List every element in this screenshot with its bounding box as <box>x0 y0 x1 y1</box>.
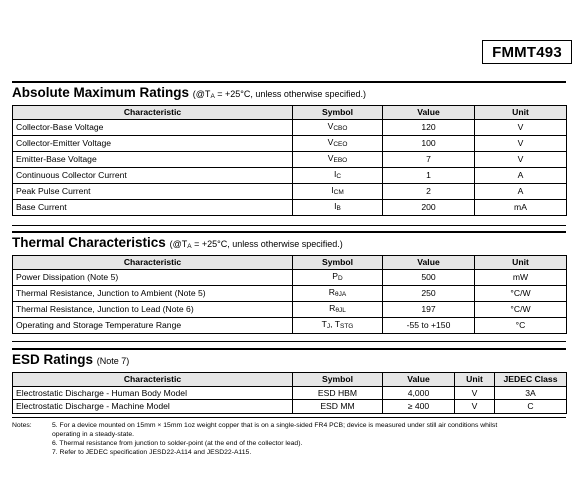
cell-symbol: $V_{EBO}$ <box>293 151 383 167</box>
cell-characteristic: Electrostatic Discharge - Human Body Model <box>13 386 293 400</box>
cell-value: 500 <box>383 269 475 285</box>
notes-list <box>52 421 562 457</box>
cell-value: 2 <box>383 183 475 199</box>
header-value: Value <box>383 106 475 120</box>
header-symbol: Symbol <box>293 106 383 120</box>
table-row <box>13 199 567 215</box>
table-row <box>13 135 567 151</box>
header-characteristic: Characteristic <box>13 373 293 387</box>
table-row <box>13 400 567 414</box>
cell-characteristic: Operating and Storage Temperature Range <box>13 317 293 333</box>
table-row <box>13 151 567 167</box>
cell-value: 120 <box>383 119 475 135</box>
header-unit: Unit <box>475 106 567 120</box>
section-heading <box>12 235 566 250</box>
section-note: ($@T_A = +25^\circ C$, unless otherwise specified.) <box>192 89 366 100</box>
section-note: (Note 7) <box>96 356 130 366</box>
cell-characteristic: Collector-Base Voltage <box>13 119 293 135</box>
cell-characteristic: Base Current <box>13 199 293 215</box>
section-title: Thermal Characteristics <box>12 235 166 250</box>
section-divider <box>12 225 566 226</box>
cell-unit: V <box>455 400 495 414</box>
table-row <box>13 167 567 183</box>
table-row <box>13 183 567 199</box>
table-row <box>13 317 567 333</box>
cell-value: 250 <box>383 285 475 301</box>
section-divider <box>12 417 566 418</box>
header-value: Value <box>383 256 475 270</box>
table-row <box>13 285 567 301</box>
section-note: ($@T_A = +25^\circ C$, unless otherwise specified.) <box>169 239 343 250</box>
esd-table <box>12 372 567 414</box>
section-title: ESD Ratings <box>12 352 94 367</box>
cell-value: 1 <box>383 167 475 183</box>
cell-value: 200 <box>383 199 475 215</box>
section-top-rule <box>12 231 566 233</box>
cell-characteristic: Thermal Resistance, Junction to Lead (Note 6) <box>13 301 293 317</box>
header-characteristic: Characteristic <box>13 106 293 120</box>
section-title: Absolute Maximum Ratings <box>12 85 190 100</box>
cell-symbol: $I_B$ <box>293 199 383 215</box>
esd-ratings-section <box>12 348 566 414</box>
table-row <box>13 269 567 285</box>
cell-symbol: ESD MM <box>293 400 383 414</box>
table-row <box>13 301 567 317</box>
note-5-continued: operating in a steady-state. <box>52 431 134 438</box>
note-5: 5. For a device mounted on 15mm × 15mm 1oz weight copper that is on a single-sided FR4 PCB; device is measured under still air conditions whilst <box>52 422 498 429</box>
cell-symbol: $P_D$ <box>293 269 383 285</box>
cell-symbol: ESD HBM <box>293 386 383 400</box>
cell-value: 4,000 <box>383 386 455 400</box>
note-6: 6. Thermal resistance from junction to solder-point (at the end of the collector lead). <box>52 440 303 447</box>
section-divider <box>12 341 566 342</box>
absolute-maximum-ratings-section <box>12 81 566 216</box>
thermal-characteristics-section <box>12 231 566 334</box>
header-symbol: Symbol <box>293 373 383 387</box>
cell-jedec-class: C <box>495 400 567 414</box>
section-top-rule <box>12 81 566 83</box>
cell-characteristic: Collector-Emitter Voltage <box>13 135 293 151</box>
cell-unit: mA <box>475 199 567 215</box>
header-jedec-class: JEDEC Class <box>495 373 567 387</box>
header-value: Value <box>383 373 455 387</box>
absolute-ratings-table <box>12 105 567 216</box>
cell-unit: V <box>475 135 567 151</box>
part-number: FMMT493 <box>492 43 562 61</box>
cell-unit: V <box>475 151 567 167</box>
header-unit: Unit <box>455 373 495 387</box>
cell-value: 100 <box>383 135 475 151</box>
header-unit: Unit <box>475 256 567 270</box>
cell-symbol: $V_{CBO}$ <box>293 119 383 135</box>
cell-unit: V <box>455 386 495 400</box>
cell-unit: A <box>475 167 567 183</box>
cell-jedec-class: 3A <box>495 386 567 400</box>
cell-characteristic: Peak Pulse Current <box>13 183 293 199</box>
table-row <box>13 386 567 400</box>
cell-characteristic: Continuous Collector Current <box>13 167 293 183</box>
note-7: 7. Refer to JEDEC specification JESD22-A114 and JESD22-A115. <box>52 449 252 456</box>
cell-symbol: $I_{CM}$ <box>293 183 383 199</box>
cell-unit: mW <box>475 269 567 285</box>
cell-value: 7 <box>383 151 475 167</box>
header-characteristic: Characteristic <box>13 256 293 270</box>
cell-characteristic: Emitter-Base Voltage <box>13 151 293 167</box>
cell-symbol: $R_{\theta JL}$ <box>293 301 383 317</box>
cell-value: -55 to +150 <box>383 317 475 333</box>
notes-label: Notes: <box>12 422 32 429</box>
table-row <box>13 119 567 135</box>
thermal-table <box>12 255 567 334</box>
cell-symbol: $I_C$ <box>293 167 383 183</box>
cell-symbol: $V_{CEO}$ <box>293 135 383 151</box>
part-number-box <box>482 40 572 64</box>
cell-unit: °C/W <box>475 285 567 301</box>
cell-unit: °C/W <box>475 301 567 317</box>
cell-symbol: $T_J$, $T_{STG}$ <box>293 317 383 333</box>
section-heading <box>12 352 566 367</box>
cell-characteristic: Thermal Resistance, Junction to Ambient (Note 5) <box>13 285 293 301</box>
section-top-rule <box>12 348 566 350</box>
header-symbol: Symbol <box>293 256 383 270</box>
cell-unit: A <box>475 183 567 199</box>
cell-symbol: $R_{\theta JA}$ <box>293 285 383 301</box>
cell-characteristic: Power Dissipation (Note 5) <box>13 269 293 285</box>
cell-value: ≥ 400 <box>383 400 455 414</box>
cell-characteristic: Electrostatic Discharge - Machine Model <box>13 400 293 414</box>
cell-value: 197 <box>383 301 475 317</box>
cell-unit: V <box>475 119 567 135</box>
section-heading <box>12 85 566 100</box>
cell-unit: °C <box>475 317 567 333</box>
